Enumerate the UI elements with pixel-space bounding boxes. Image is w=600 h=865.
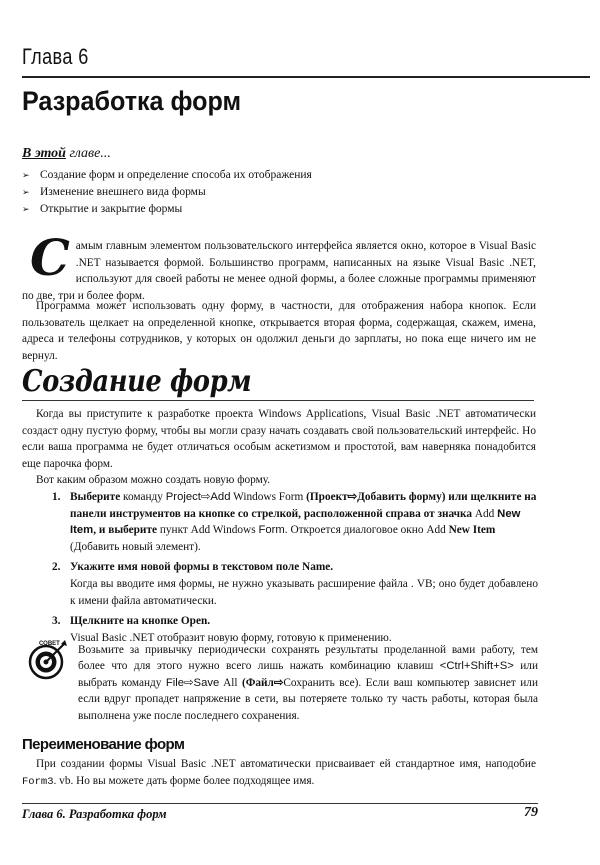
step-number: 2. — [52, 561, 61, 574]
section-title: Создание форм — [22, 364, 252, 399]
subsection-title: Переименование форм — [22, 736, 185, 753]
tip-text — [78, 642, 538, 724]
paragraph-create-forms: Когда вы приступите к разработке проекта Windows Applications, Visual Basic .NET автоматически создаст одну пустую форму, чтобы вы могли сразу начать создавать свой пользовательский интерфейс. Но если ваша программа не будет отличаться особым аскетизмом и простотой, вам наверняка понадобится еще парочка форм. — [22, 408, 536, 470]
step-1-text: Windows Form — [230, 491, 307, 503]
tip-text-part: (Файл⇨ — [241, 676, 284, 689]
tip-text-part: Сохранить все). Если ваш компьютер зависнет или если вдруг пропадет напряжение в сети, вы потеряете только ту часть работы, которая была выполнена уже после последнего сохранения. — [78, 676, 538, 722]
arrow-bullet-icon: ➢ — [22, 187, 30, 197]
step-1-text: . Откроется диалоговое окно Add — [284, 524, 449, 537]
step-1-text: , и выберите — [93, 524, 158, 537]
keyboard-shortcut: <Ctrl+Shift+S> — [439, 660, 514, 673]
step-1-text: Add — [472, 507, 498, 520]
chapter-label: Глава 6 — [22, 44, 89, 69]
bullet-item — [22, 167, 582, 184]
chapter-rule — [22, 76, 590, 78]
step-1-text: пункт Add Windows — [157, 524, 259, 537]
step-2-detail: Когда вы вводите имя формы, не нужно указывать расширение файла . VB; оно будет добавлено к имени файла автоматически. — [70, 577, 538, 607]
running-footer: Глава 6. Разработка форм — [22, 807, 167, 821]
bullet-text: Открытие и закрытие формы — [40, 203, 183, 215]
tip-target-icon — [26, 638, 68, 680]
intro-heading-bold: В этой — [22, 146, 66, 161]
intro-heading-rest: главе... — [65, 146, 111, 161]
code-text: Form3 — [22, 775, 54, 788]
chapter-title: Разработка форм — [22, 86, 242, 116]
tip-text-part: или выбрать команду — [78, 660, 538, 689]
arrow-bullet-icon: ➢ — [22, 204, 30, 214]
intro-bullet-list — [22, 167, 582, 218]
paragraph-steps-intro: Вот каким образом можно создать новую форму. — [36, 474, 271, 486]
step-2 — [52, 559, 538, 609]
step-1-text: (Добавить новый элемент). — [70, 540, 201, 553]
steps-list — [52, 489, 538, 650]
step-1-text: команду — [120, 491, 166, 503]
page-number: 79 — [524, 805, 538, 820]
paragraph-text: . vb. Но вы можете дать форме более подходящее имя. — [53, 774, 315, 787]
footer-rule — [22, 803, 538, 804]
step-1-text: Form — [258, 524, 285, 537]
arrow-bullet-icon: ➢ — [22, 170, 30, 180]
step-1-text: New Item — [448, 524, 496, 537]
menu-path: Project⇨Add — [165, 491, 231, 503]
step-3-heading: Щелкните на кнопке Open. — [70, 615, 211, 628]
step-number: 1. — [52, 491, 61, 503]
tip-text-part: Возьмите за привычку периодически сохранять результаты проделанной вами работу, тем более что для этого нужно всего лишь нажать комбинацию клавиш — [78, 644, 538, 673]
paragraph-intro — [22, 228, 536, 304]
step-2-heading: Укажите имя новой формы в текстовом поле Name. — [70, 561, 334, 574]
step-1-text: (Проект⇨Добавить форму) или щелкните на панели инструментов на кнопке со стрелкой, расположенной справа от значка — [70, 491, 537, 520]
step-3-detail: Visual Basic .NET отобразит новую форму, готовую к применению. — [70, 631, 392, 644]
bullet-text: Изменение внешнего вида формы — [40, 186, 206, 198]
intro-heading — [22, 146, 111, 162]
menu-path: File⇨Save — [165, 676, 220, 689]
step-1-text: New Item — [70, 507, 521, 537]
section-rule — [22, 400, 534, 401]
paragraph-rename — [22, 756, 536, 790]
paragraph-text: амым главным элементом пользовательского интерфейса является окно, которое в Visual Basic .NET называется формой. Большинство программ, написанных на языке Visual Basic .NET, используют для своей работы не менее одной формы, а более сложные программы применяют по две, три и более форм. — [22, 240, 536, 302]
tip-text-part: All — [219, 676, 242, 689]
step-1-text: Выберите — [70, 491, 121, 503]
step-number: 3. — [52, 615, 61, 628]
bullet-text: Создание форм и определение способа их отображения — [40, 169, 312, 181]
step-1 — [52, 489, 538, 555]
bullet-item — [22, 201, 582, 218]
paragraph-forms-usage: Программа может использовать одну форму, в частности, для отображения набора кнопок. Если пользователь щелкает на определенной кнопке, открывается вторая форма, содержащая, скажем, имена, адреса и телефоны сотрудников, у которых он одолжил деньги до зарплаты, но пока еще ничего им не вернул. — [22, 300, 536, 362]
tip-icon-label: СОВЕТ — [39, 641, 60, 647]
paragraph-text: При создании формы Visual Basic .NET автоматически присваивает ей стандартное имя, наподобие — [36, 758, 536, 770]
drop-cap: С — [30, 228, 70, 287]
bullet-item — [22, 184, 582, 201]
